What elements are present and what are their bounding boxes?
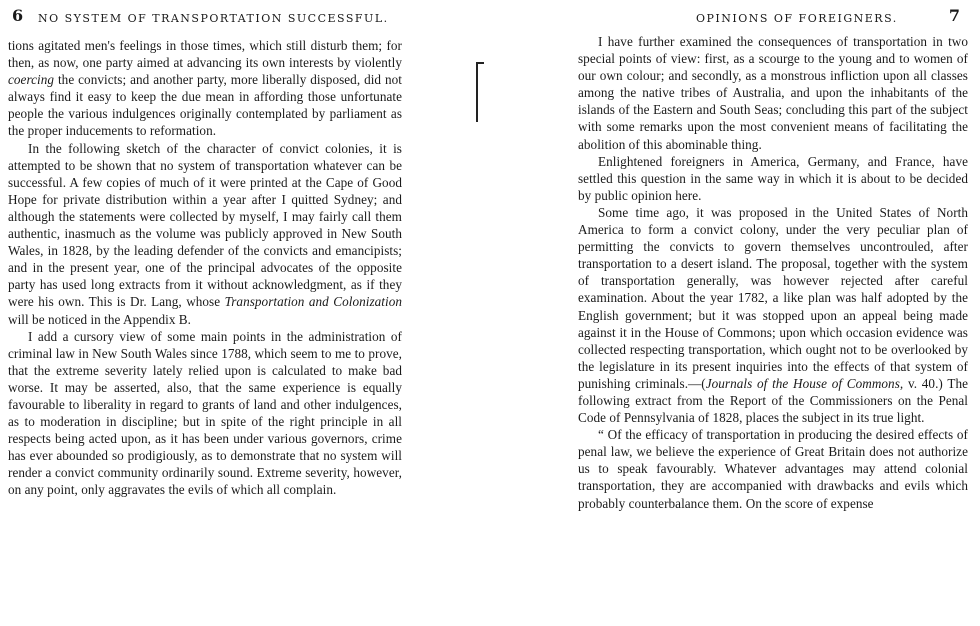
book-gutter <box>418 0 562 626</box>
right-page-header <box>578 0 968 30</box>
left-running-head: NO SYSTEM OF TRANSPORTATION SUCCESSFUL. <box>38 12 389 25</box>
left-page-number: 6 <box>12 6 24 25</box>
right-paragraph-3: Some time ago, it was proposed in the United States of North America to form a convict colony, under the very peculiar plan of permitting the convicts to govern themselves uncontrouled, after transportation to a desert island. The proposal, together with the system of transportation generally, was however rejected after careful examination. About the year 1782, a like plan was half adopted by the English government; but it was stopped upon an appeal being made against it in the House of Commons; upon which occasion evidence was collected respecting transportation, which ought not to be overlooked by the legislature in its present inquiries into the effects of that system of punishing criminals.—(Journals of the House of Commons, v. 40.) The following extract from the Report of the Commissioners on the Penal Code of Pennsylvania of 1828, places the subject in its true light. <box>578 204 968 426</box>
right-paragraph-2: Enlightened foreigners in America, Germany, and France, have settled this question in the same way in which it is about to be decided by public opinion here. <box>578 153 968 203</box>
left-paragraph-1: tions agitated men's feelings in those times, which still disturb them; for then, as now, one party aimed at advancing its own interests by violently coercing the convicts; and another party, more liberally disposed, did not always find it easy to keep the due mean in affording those unfortunate people the various indulgences originally contemplated by parliament as the proper inducements to reformation. <box>8 38 402 139</box>
left-paragraph-3: I add a cursory view of some main points in the administration of criminal law in New South Wales since 1788, which seem to me to prove, that the extreme severity lately relied upon is calculated to make bad worse. It may be asserted, also, that the same experience is equally favourable to liberality in regard to grants of land and other indulgences, as to moderation in discipline; but in spite of the right principle in all respects being acted upon, as it has been under various governors, crime has ever abounded so prodigiously, as to demonstrate that no system will render a convict community ordinarily sound. Extreme severity, however, on any point, only aggravates the evils of which all complain. <box>8 328 402 498</box>
right-running-head: OPINIONS OF FOREIGNERS. <box>696 12 898 25</box>
gutter-mark <box>476 62 478 122</box>
right-paragraph-1: I have further examined the consequences of transportation in two special points of view: first, as a scourge to the young and to women of our own colour; and secondly, as a monstrous infliction upon all classes among the native tribes of Australia, and upon the inhabitants of the islands of the Eastern and South Seas; concluding this part of the subject with some remarks upon the most convenient means of facilitating the abolition of this abominable thing. <box>578 34 968 152</box>
right-paragraph-4: “ Of the efficacy of transportation in producing the desired effects of penal law, we believe the experience of Great Britain does not authorize us to speak favourably. Whatever advantages may attend colonial transportation, they are accompanied with drawbacks and evils which probably counterbalance them. On the score of expense <box>578 427 968 511</box>
left-page <box>0 0 418 626</box>
left-page-text <box>8 37 402 499</box>
left-page-header <box>8 0 402 30</box>
right-page-text <box>578 33 968 512</box>
right-page-number: 7 <box>948 6 960 25</box>
left-paragraph-2: In the following sketch of the character of convict colonies, it is attempted to be shown that no system of transportation whatever can be successful. A few copies of much of it were printed at the Cape of Good Hope for private distribution within a year after I quitted Sydney; and although the statements were collected by myself, I may fairly call them authentic, inasmuch as the volume was publicly approved in New South Wales, in 1828, by the leading defender of the convicts and emancipists; and in the present year, one of the principal advocates of the opposite party has used long extracts from it without acknowledgment, as if they were his own. This is Dr. Lang, whose Transportation and Colonization will be noticed in the Appendix B. <box>8 140 402 327</box>
right-page <box>562 0 980 626</box>
